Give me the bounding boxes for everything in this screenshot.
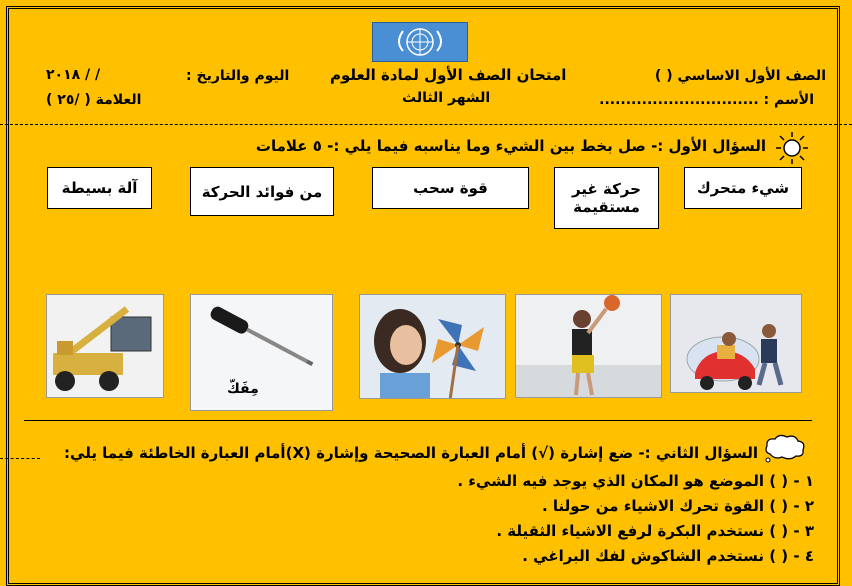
mark-label: العلامة ( /٢٥ )	[46, 92, 142, 108]
question2-dash	[0, 458, 40, 459]
question1-title: السؤال الأول :- صل بخط بين الشيء وما يناسبه فيما يلي :- ٥ علامات	[255, 137, 766, 155]
screwdriver-caption: مِفَكّ	[227, 381, 259, 397]
exam-title: امتحان الصف الأول لمادة العلوم	[330, 66, 567, 84]
statement-text: نستخدم الشاكوش لفك البراغي .	[522, 547, 764, 565]
statement-text: الموضع هو المكان الذي يوجد فيه الشيء .	[457, 472, 764, 490]
date-label: اليوم والتاريخ :	[186, 68, 290, 84]
name-label: الأسم : ..............................	[599, 92, 814, 108]
date-value: / / ٢٠١٨	[46, 67, 101, 83]
option-box-1[interactable]: شيء متحرك	[684, 167, 802, 209]
option-box-3[interactable]: قوة سحب	[372, 167, 529, 209]
un-logo-icon	[372, 22, 468, 62]
option-box-5[interactable]: آلة بسيطة	[47, 167, 152, 209]
month-label: الشهر الثالث	[402, 90, 491, 106]
option-box-4[interactable]: من فوائد الحركة	[190, 167, 334, 216]
question-divider	[24, 420, 812, 421]
question2-title: السؤال الثاني :- ضع إشارة (√) أمام العبارة الصحيحة وإشارة (X)أمام العبارة الخاطئة فيما يلي:	[64, 444, 758, 462]
grade-label: الصف الأول الاساسي ( )	[654, 68, 826, 84]
header-divider	[0, 124, 852, 125]
statement-number[interactable]: ٤ - ( )	[769, 547, 814, 565]
statement-row-4	[522, 547, 814, 565]
statement-row-2	[542, 497, 814, 515]
statement-text: القوة تحرك الاشياء من حولنا .	[541, 497, 764, 515]
screwdriver-photo	[190, 294, 333, 411]
boy-pushing-toy-car-photo	[670, 294, 802, 393]
sun-icon	[774, 130, 810, 166]
boy-basketball-photo	[515, 294, 662, 398]
crane-photo	[46, 294, 164, 398]
statement-row-1	[457, 472, 814, 490]
option-box-2[interactable]: حركة غير مستقيمة	[554, 167, 659, 229]
girl-pinwheel-photo	[359, 294, 506, 399]
statement-number[interactable]: ٣ - ( )	[769, 522, 814, 540]
thought-cloud-icon	[762, 432, 808, 464]
statement-number[interactable]: ١ - ( )	[769, 472, 814, 490]
statement-text: نستخدم البكرة لرفع الاشياء الثقيلة .	[496, 522, 764, 540]
statement-row-3	[496, 522, 814, 540]
statement-number[interactable]: ٢ - ( )	[769, 497, 814, 515]
